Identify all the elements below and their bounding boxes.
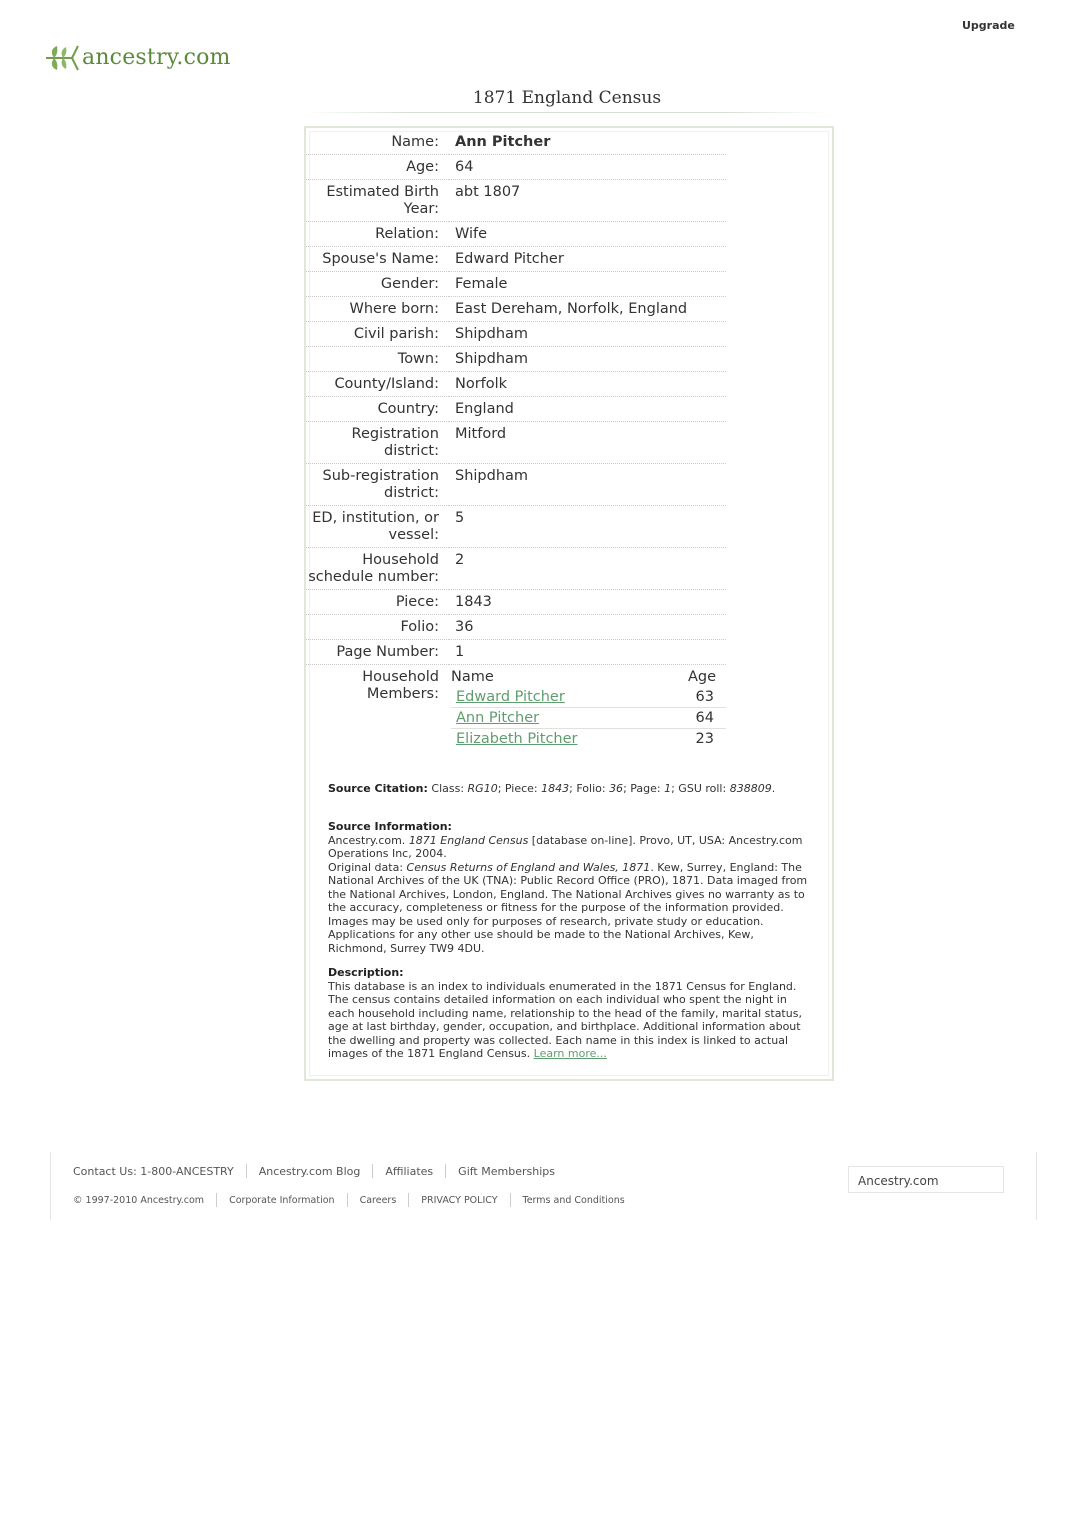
- source-information-heading: Source Information:: [328, 820, 452, 833]
- household-col-age: Age: [687, 669, 716, 685]
- description-text: This database is an index to individuals enumerated in the 1871 Census for England. The census contains detailed information on each individual who spent the night in each household including name, relationship to the head of the family, marital status, age at last birthday, gender, occupation, and birthplace. Additional information about the dwelling and property was collected. Each name in this index is linked to actual images of the 1871 England Census.: [328, 979, 802, 1060]
- record-label: Estimated Birth Year:: [306, 180, 449, 222]
- source-info-original: Census Returns of England and Wales, 1871: [406, 860, 651, 874]
- household-member-age: 64: [654, 708, 726, 729]
- footer-separator: [216, 1193, 217, 1207]
- record-row: [306, 590, 726, 615]
- record-label: ED, institution, or vessel:: [306, 506, 449, 548]
- record-row: [306, 548, 726, 590]
- household-member-row: [451, 708, 726, 729]
- citation-text: ; Piece:: [497, 782, 542, 795]
- record-row: [306, 640, 726, 665]
- source-citation-heading: Source Citation:: [328, 782, 428, 795]
- record-row: [306, 397, 726, 422]
- careers-link[interactable]: Careers: [359, 1194, 397, 1206]
- record-value: 5: [449, 506, 726, 548]
- record-value: Wife: [449, 222, 726, 247]
- source-info-database: 1871 England Census: [408, 833, 529, 847]
- record-row: [306, 155, 726, 180]
- record-value: 64: [449, 155, 726, 180]
- record-label: Relation:: [306, 222, 449, 247]
- record-details-table: [306, 130, 726, 752]
- terms-link[interactable]: Terms and Conditions: [522, 1194, 625, 1206]
- record-value: 2: [449, 548, 726, 590]
- citation-text: .: [771, 782, 776, 795]
- record-row: [306, 422, 726, 464]
- record-label: Name:: [306, 130, 449, 155]
- record-label: Gender:: [306, 272, 449, 297]
- title-divider: [306, 112, 828, 113]
- record-row: [306, 322, 726, 347]
- record-row: [306, 130, 726, 155]
- footer-separator: [510, 1193, 511, 1207]
- description-heading: Description:: [328, 966, 404, 979]
- household-row: [306, 665, 726, 753]
- privacy-policy-link[interactable]: PRIVACY POLICY: [421, 1194, 498, 1206]
- learn-more-link[interactable]: Learn more...: [533, 1047, 607, 1060]
- record-value: 1843: [449, 590, 726, 615]
- record-value: 1: [449, 640, 726, 665]
- record-label: Page Number:: [306, 640, 449, 665]
- record-value: East Dereham, Norfolk, England: [449, 297, 726, 322]
- record-value: Mitford: [449, 422, 726, 464]
- blog-link[interactable]: Ancestry.com Blog: [258, 1164, 361, 1178]
- record-label: Town:: [306, 347, 449, 372]
- record-value: Shipdham: [449, 464, 726, 506]
- ancestry-logo[interactable]: [44, 42, 231, 72]
- footer-secondary-links: [73, 1193, 625, 1207]
- footer-separator: [445, 1164, 446, 1178]
- household-members: [449, 665, 726, 753]
- contact-us-link[interactable]: Contact Us: 1-800-ANCESTRY: [73, 1164, 234, 1178]
- household-member-row: [451, 729, 726, 750]
- record-label: Spouse's Name:: [306, 247, 449, 272]
- record-value: Shipdham: [449, 347, 726, 372]
- record-row: [306, 297, 726, 322]
- record-row: [306, 464, 726, 506]
- footer-separator: [347, 1193, 348, 1207]
- record-value: Edward Pitcher: [449, 247, 726, 272]
- household-label: Household Members:: [362, 669, 439, 702]
- record-value: Norfolk: [449, 372, 726, 397]
- record-value: Ann Pitcher: [449, 130, 726, 155]
- household-members-table: [451, 667, 726, 749]
- citation-text: ; Page:: [623, 782, 665, 795]
- source-info-text: . Kew, Surrey, England: The National Archives of the UK (TNA): Public Record Office (PRO), 1871. Data imaged from the National Archives, London, England. The National Archives gives no warranty as to the accuracy, completeness or fitness for the purpose of the information provided. Images may be used only for purposes of research, private study or education. Applications for any other use should be made to the National Archives, Kew, Richmond, Surrey TW9 4DU.: [328, 860, 808, 955]
- citation-text: ; GSU roll:: [671, 782, 730, 795]
- record-row: [306, 222, 726, 247]
- description: [328, 966, 814, 1061]
- record-label: Household schedule number:: [306, 548, 449, 590]
- upgrade-link[interactable]: Upgrade: [962, 19, 1015, 32]
- source-citation: [328, 782, 814, 796]
- record-row: [306, 372, 726, 397]
- footer: [50, 1152, 1037, 1220]
- citation-folio: 36: [609, 782, 624, 795]
- record-label: Civil parish:: [306, 322, 449, 347]
- household-member-link[interactable]: Edward Pitcher: [456, 689, 565, 705]
- household-member-row: [451, 687, 726, 708]
- logo-text: ancestry.com: [82, 44, 231, 70]
- footer-separator: [246, 1164, 247, 1178]
- page-title: 1871 England Census: [472, 88, 662, 108]
- record-label: Folio:: [306, 615, 449, 640]
- corporate-information-link[interactable]: Corporate Information: [229, 1194, 335, 1206]
- footer-separator: [408, 1193, 409, 1207]
- source-info-text: Ancestry.com.: [328, 833, 409, 847]
- copyright-text: © 1997-2010 Ancestry.com: [73, 1194, 205, 1206]
- record-row: [306, 272, 726, 297]
- household-header-row: [451, 667, 726, 687]
- affiliates-link[interactable]: Affiliates: [385, 1164, 434, 1178]
- record-label: Registration district:: [306, 422, 449, 464]
- source-info-text: [database on-line]. Provo, UT, USA: Ancestry.com Operations Inc, 2004.: [328, 833, 803, 860]
- citation-piece: 1843: [541, 782, 570, 795]
- household-member-age: 63: [654, 687, 726, 708]
- footer-separator: [372, 1164, 373, 1178]
- record-row: [306, 180, 726, 222]
- citation-roll: 838809: [729, 782, 772, 795]
- footer-primary-links: [73, 1164, 555, 1178]
- citation-text: ; Folio:: [569, 782, 610, 795]
- record-value: Shipdham: [449, 322, 726, 347]
- record-label: Sub-registration district:: [306, 464, 449, 506]
- record-label: Where born:: [306, 297, 449, 322]
- source-information: [328, 820, 814, 955]
- record-value: abt 1807: [449, 180, 726, 222]
- record-label: Piece:: [306, 590, 449, 615]
- citation-text: Class:: [427, 782, 468, 795]
- household-member-link[interactable]: Elizabeth Pitcher: [456, 731, 578, 747]
- leaf-icon: [44, 42, 80, 72]
- source-info-text: Original data:: [328, 860, 407, 874]
- household-member-age: 23: [695, 731, 714, 747]
- record-value: Female: [449, 272, 726, 297]
- record-value: England: [449, 397, 726, 422]
- gift-memberships-link[interactable]: Gift Memberships: [458, 1164, 555, 1178]
- record-label: Age:: [306, 155, 449, 180]
- household-col-name: Name: [451, 669, 494, 685]
- citation-page: 1: [664, 782, 672, 795]
- footer-site-select[interactable]: Ancestry.com: [848, 1166, 1004, 1193]
- record-label: County/Island:: [306, 372, 449, 397]
- record-row: [306, 247, 726, 272]
- record-row: [306, 347, 726, 372]
- record-row: [306, 506, 726, 548]
- household-member-link[interactable]: Ann Pitcher: [456, 710, 540, 726]
- record-label: Country:: [306, 397, 449, 422]
- record-value: 36: [449, 615, 726, 640]
- record-row: [306, 615, 726, 640]
- citation-class: RG10: [467, 782, 498, 795]
